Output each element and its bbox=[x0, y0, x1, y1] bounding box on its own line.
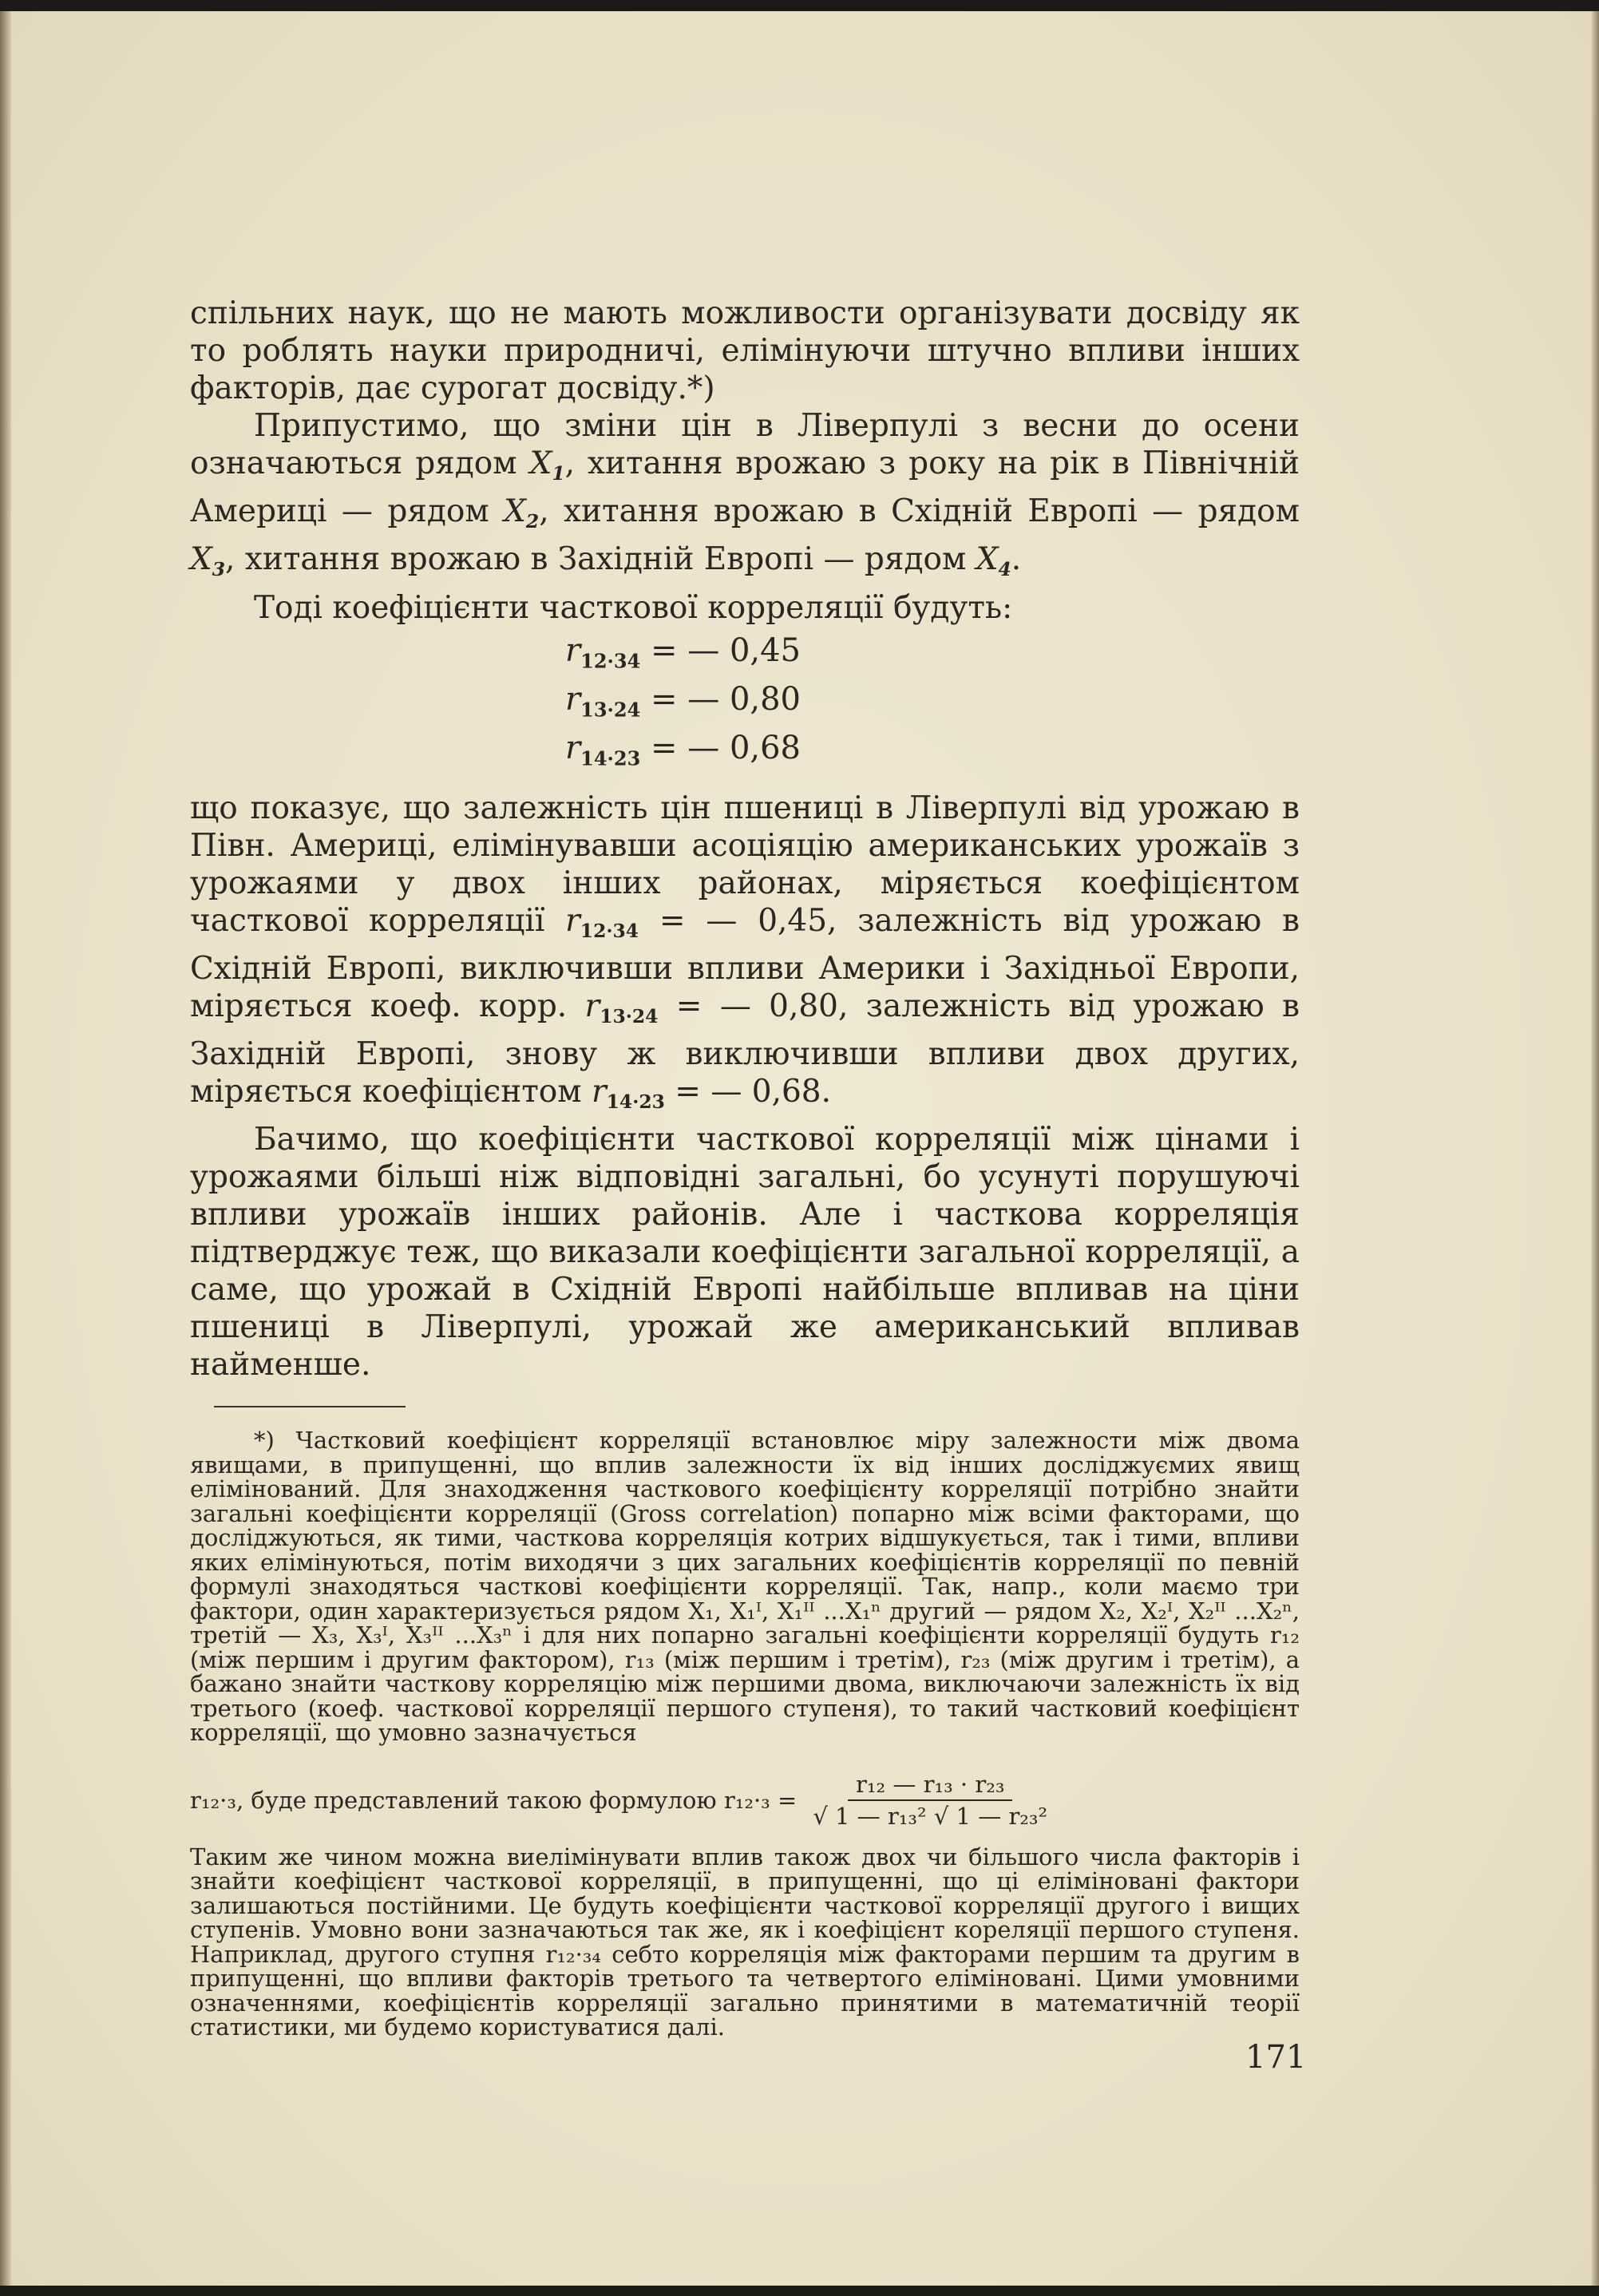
page-edge-right bbox=[1591, 11, 1599, 2286]
formula-label: r₁₂·₃, буде представлений такою формулою r₁₂·₃ = bbox=[190, 1787, 798, 1815]
var-x2: $X_2$ bbox=[504, 493, 540, 533]
var-x4: $X_4$ bbox=[976, 541, 1011, 581]
page-number: 171 bbox=[1245, 2039, 1307, 2076]
formula-row: $r_{13\cdot 24}$ = — 0,80 bbox=[565, 680, 801, 722]
page-content bbox=[190, 295, 1300, 2040]
main-text bbox=[190, 295, 1300, 1384]
page-edge-left bbox=[0, 11, 11, 2286]
formula-row: $r_{14\cdot 23}$ = — 0,68 bbox=[565, 730, 801, 770]
paragraph-4: що показує, що залежність цін пшениці в Ліверпулі від урожаю в Півн. Америці, елімінувавши асоціяцію американських урожаїв з урожаями у двох інших районах, міряється коефіцієнтом часткової корреляції $r_{12\cdot 34}$ = — 0,45, залежність від урожаю в Східній Европі, виключивши впливи Америки і Західньої Европи, міряється коеф. корр. $r_{13\cdot 24}$ = — 0,80, залежність від урожаю в Західній Европі, знову ж виключивши впливи двох других, міряється коефіцієнтом $r_{14\cdot 23}$ = — 0,68. bbox=[190, 790, 1300, 1114]
paragraph-2: Припустимо, що зміни цін в Ліверпулі з весни до осени означаються рядом $X_1$, хитання врожаю з року на рік в Північній Америці — рядом $X_2$, хитання врожаю в Східній Европі — рядом $X_3$, хитання врожаю в Західній Европі — рядом $X_4$. bbox=[190, 408, 1300, 581]
formula-row: $r_{12\cdot 34}$ = — 0,45 bbox=[565, 631, 801, 672]
paragraph-5: Бачимо, що коефіцієнти часткової корреляції між цінами і урожаями більші ніж відповідні загальні, бо усунуті порушуючі впливи урожаїв інших районів. Але і часткова корреляція підтверджує теж, що виказали коефіцієнти загальної корреляції, а саме, що урожай в Східній Европі найбільше впливав на ціни пшениці в Ліверпулі, урожай же американський впливав найменше. bbox=[190, 1122, 1300, 1384]
paragraph-1: спільних наук, що не мають можливости організувати досвіду як то роблять науки природничі, елімінуючи штучно впливи інших факторів, дає сурогат досвіду.*) bbox=[190, 295, 1300, 406]
paragraph-3: Тоді коефіцієнти часткової корреляції будуть: bbox=[254, 589, 1013, 626]
formula-block bbox=[190, 631, 1300, 778]
footnote-paragraph-1: *) Частковий коефіцієнт корреляції встановлює міру залежности між двома явищами, в припущенні, що вплив залежности їх від інших досліджуємих явищ елімінований. Для знаходження часткового коефіцієнту корреляції потрібно знайти загальні коефіцієнти корреляції (Gross correlation) попарно між всіми факторами, що досліджуються, як тими, часткова корреляція котрих відшукується, так і тими, впливи яких елімінуються, потім виходячи з цих загальних коефіцієнтів корреляції по певній формулі знаходяться часткові коефіцієнти корреляції. Так, напр., коли маємо три фактори, один характеризується рядом X₁, X₁ᴵ, X₁ᴵᴵ ...X₁ⁿ другий — рядом X₂, X₂ᴵ, X₂ᴵᴵ ...X₂ⁿ, третій — X₃, X₃ᴵ, X₃ᴵᴵ ...X₃ⁿ і для них попарно загальні коефіцієнти корреляції будуть r₁₂ (між першим і другим фактором), r₁₃ (між першим і третім), r₂₃ (між другим і третім), а бажано знайти часткову корреляцію між першими двома, виключаючи залежність їх від третього (коеф. часткової корреляції першого ступеня), то такий частковий коефіцієнт корреляції, що умовно зазначується bbox=[190, 1427, 1300, 1747]
footnote-formula bbox=[190, 1772, 1300, 1829]
book-page bbox=[0, 11, 1599, 2286]
fraction-denominator: √ 1 — r₁₃² √ 1 — r₂₃² bbox=[813, 1803, 1048, 1831]
fraction-numerator: r₁₂ — r₁₃ · r₂₃ bbox=[848, 1772, 1012, 1802]
footnote-paragraph-2: Таким же чином можна виелімінувати вплив також двох чи більшого числа факторів і знайти коефіцієнт часткової корреляції, в припущенні, що ці еліміновані фактори залишаються постійними. Це будуть коефіцієнти часткової корреляції другого і вищих ступенів. Умовно вони зазначаються так же, як і коефіцієнт кореляції першого ступеня. Наприклад, другого ступня r₁₂·₃₄ себто корреляція між факторами першим та другим в припущенні, що впливи факторів третього та четвертого еліміновані. Цими умовними означеннями, коефіцієнтів корреляції загально принятими в математичній теорії статистики, ми будемо користуватися далі. bbox=[190, 1843, 1300, 2041]
footnote bbox=[190, 1428, 1300, 2040]
fraction bbox=[813, 1772, 1047, 1829]
var-x3: $X_3$ bbox=[190, 541, 226, 581]
var-x1: $X_1$ bbox=[529, 445, 565, 485]
footnote-divider bbox=[214, 1406, 406, 1407]
